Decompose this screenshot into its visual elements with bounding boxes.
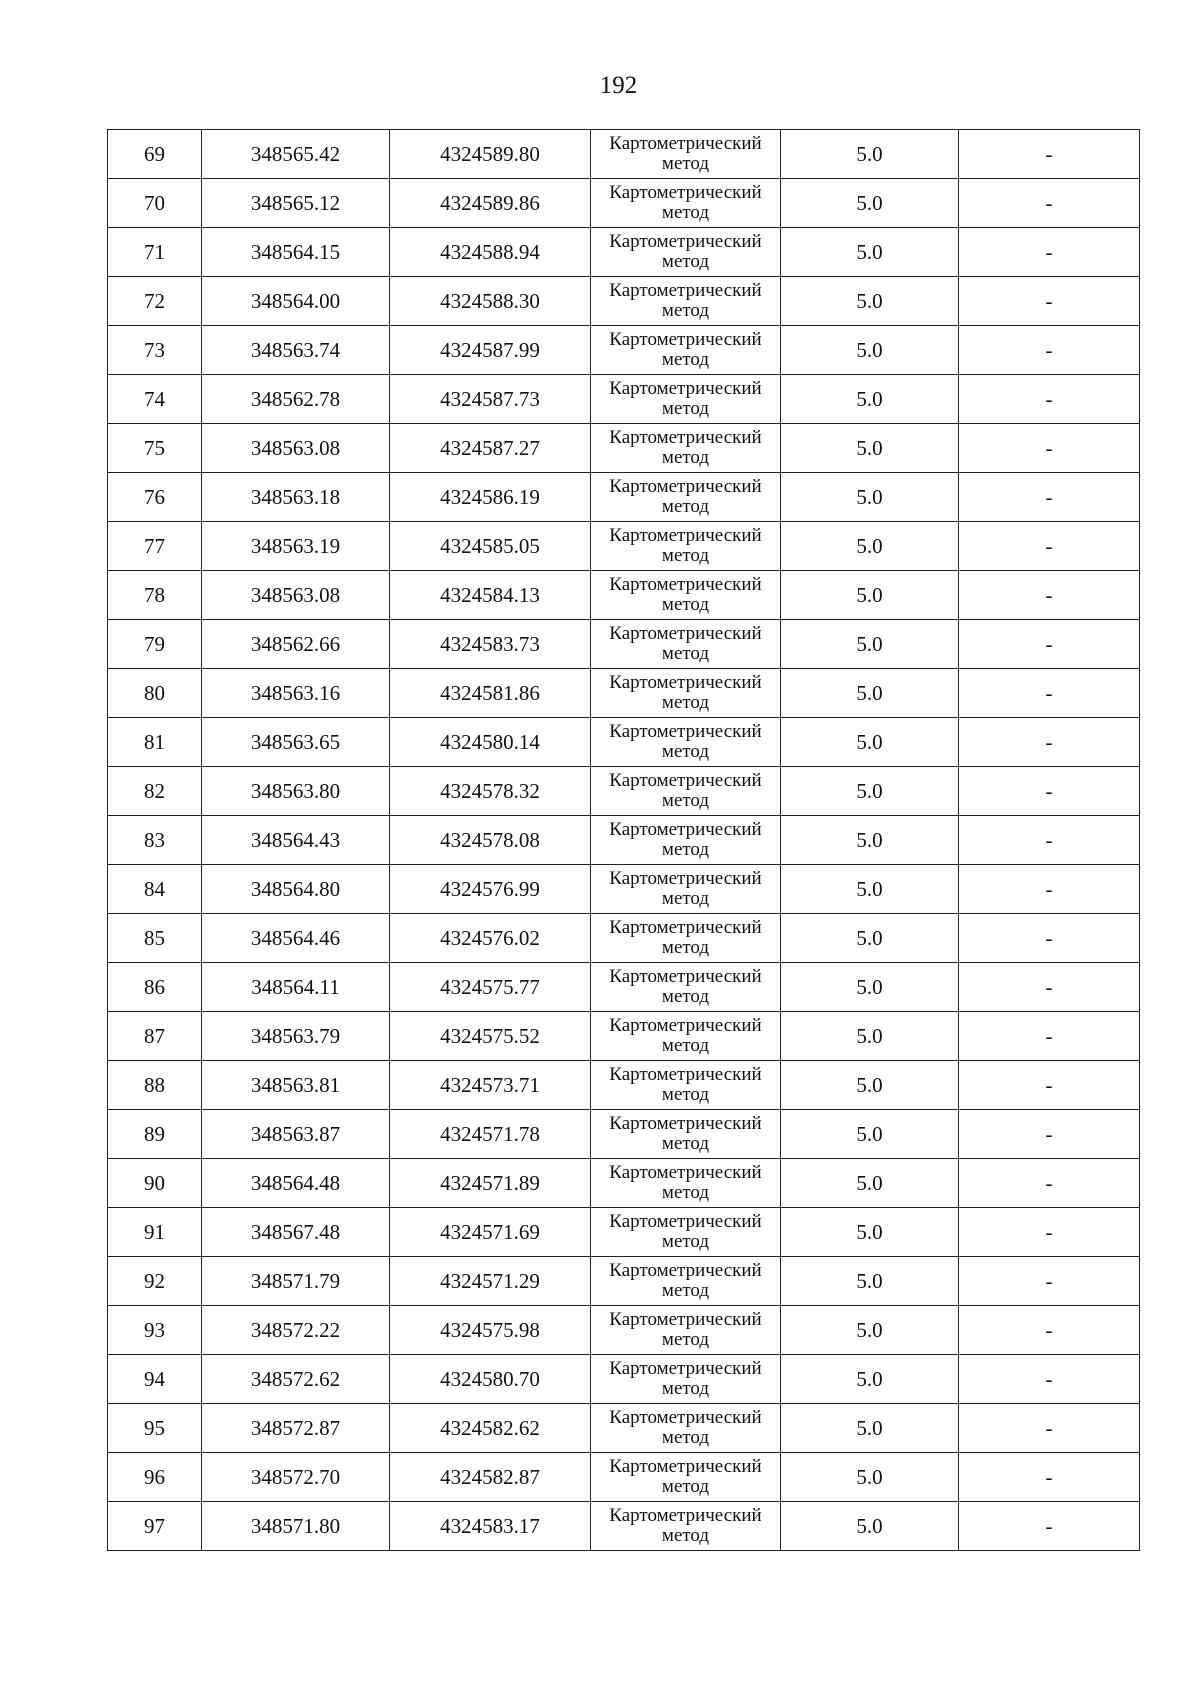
method-line-2: метод <box>661 349 710 370</box>
x-coordinate-cell: 348563.19 <box>202 522 390 571</box>
method-line-1: Картометрический <box>609 672 762 693</box>
method-line-2: метод <box>661 741 710 762</box>
table-row <box>108 375 1140 424</box>
x-coordinate-cell: 348563.81 <box>202 1061 390 1110</box>
x-coordinate-cell: 348563.08 <box>202 571 390 620</box>
method-cell <box>591 1404 781 1453</box>
y-coordinate-cell: 4324571.78 <box>390 1110 591 1159</box>
table-row <box>108 718 1140 767</box>
method-cell <box>591 1208 781 1257</box>
table-row <box>108 669 1140 718</box>
accuracy-cell: 5.0 <box>781 1453 959 1502</box>
table-row <box>108 767 1140 816</box>
note-cell: - <box>959 424 1140 473</box>
point-number-cell: 71 <box>108 228 202 277</box>
method-line-1: Картометрический <box>609 1064 762 1085</box>
table-row <box>108 1208 1140 1257</box>
y-coordinate-cell: 4324576.02 <box>390 914 591 963</box>
point-number-cell: 77 <box>108 522 202 571</box>
method-cell <box>591 1257 781 1306</box>
method-line-2: метод <box>661 1182 710 1203</box>
accuracy-cell: 5.0 <box>781 179 959 228</box>
x-coordinate-cell: 348563.65 <box>202 718 390 767</box>
y-coordinate-cell: 4324589.86 <box>390 179 591 228</box>
note-cell: - <box>959 473 1140 522</box>
method-line-1: Картометрический <box>609 182 762 203</box>
method-line-2: метод <box>661 643 710 664</box>
point-number-cell: 79 <box>108 620 202 669</box>
note-cell: - <box>959 620 1140 669</box>
point-number-cell: 97 <box>108 1502 202 1551</box>
accuracy-cell: 5.0 <box>781 767 959 816</box>
note-cell: - <box>959 326 1140 375</box>
note-cell: - <box>959 1208 1140 1257</box>
point-number-cell: 70 <box>108 179 202 228</box>
method-cell <box>591 1502 781 1551</box>
accuracy-cell: 5.0 <box>781 1012 959 1061</box>
method-line-2: метод <box>661 545 710 566</box>
x-coordinate-cell: 348563.18 <box>202 473 390 522</box>
y-coordinate-cell: 4324584.13 <box>390 571 591 620</box>
accuracy-cell: 5.0 <box>781 1110 959 1159</box>
method-cell <box>591 1061 781 1110</box>
note-cell: - <box>959 1404 1140 1453</box>
accuracy-cell: 5.0 <box>781 375 959 424</box>
accuracy-cell: 5.0 <box>781 963 959 1012</box>
point-number-cell: 84 <box>108 865 202 914</box>
method-line-2: метод <box>661 937 710 958</box>
note-cell: - <box>959 1453 1140 1502</box>
method-line-2: метод <box>661 1378 710 1399</box>
method-cell <box>591 718 781 767</box>
y-coordinate-cell: 4324571.29 <box>390 1257 591 1306</box>
accuracy-cell: 5.0 <box>781 816 959 865</box>
method-line-1: Картометрический <box>609 427 762 448</box>
accuracy-cell: 5.0 <box>781 326 959 375</box>
x-coordinate-cell: 348572.22 <box>202 1306 390 1355</box>
accuracy-cell: 5.0 <box>781 522 959 571</box>
method-line-1: Картометрический <box>609 1407 762 1428</box>
method-line-2: метод <box>661 1427 710 1448</box>
note-cell: - <box>959 914 1140 963</box>
point-number-cell: 91 <box>108 1208 202 1257</box>
table-row <box>108 1306 1140 1355</box>
y-coordinate-cell: 4324583.17 <box>390 1502 591 1551</box>
accuracy-cell: 5.0 <box>781 1502 959 1551</box>
method-cell <box>591 1159 781 1208</box>
x-coordinate-cell: 348572.62 <box>202 1355 390 1404</box>
x-coordinate-cell: 348563.16 <box>202 669 390 718</box>
note-cell: - <box>959 130 1140 179</box>
method-cell <box>591 669 781 718</box>
table-row <box>108 473 1140 522</box>
table-row <box>108 228 1140 277</box>
method-line-1: Картометрический <box>609 1162 762 1183</box>
method-line-1: Картометрический <box>609 1456 762 1477</box>
point-number-cell: 76 <box>108 473 202 522</box>
table-row <box>108 865 1140 914</box>
accuracy-cell: 5.0 <box>781 669 959 718</box>
method-line-1: Картометрический <box>609 476 762 497</box>
table-row <box>108 277 1140 326</box>
accuracy-cell: 5.0 <box>781 718 959 767</box>
point-number-cell: 72 <box>108 277 202 326</box>
note-cell: - <box>959 816 1140 865</box>
accuracy-cell: 5.0 <box>781 865 959 914</box>
x-coordinate-cell: 348564.46 <box>202 914 390 963</box>
method-cell <box>591 228 781 277</box>
point-number-cell: 81 <box>108 718 202 767</box>
note-cell: - <box>959 1012 1140 1061</box>
method-cell <box>591 522 781 571</box>
method-line-2: метод <box>661 839 710 860</box>
method-line-2: метод <box>661 153 710 174</box>
table-row <box>108 816 1140 865</box>
y-coordinate-cell: 4324571.89 <box>390 1159 591 1208</box>
page-number: 192 <box>599 72 638 99</box>
y-coordinate-cell: 4324587.73 <box>390 375 591 424</box>
x-coordinate-cell: 348567.48 <box>202 1208 390 1257</box>
note-cell: - <box>959 1110 1140 1159</box>
method-line-1: Картометрический <box>609 133 762 154</box>
method-line-1: Картометрический <box>609 1015 762 1036</box>
note-cell: - <box>959 669 1140 718</box>
point-number-cell: 82 <box>108 767 202 816</box>
accuracy-cell: 5.0 <box>781 130 959 179</box>
x-coordinate-cell: 348564.48 <box>202 1159 390 1208</box>
note-cell: - <box>959 277 1140 326</box>
method-line-2: метод <box>661 1035 710 1056</box>
coordinates-table <box>107 129 1140 1551</box>
x-coordinate-cell: 348571.80 <box>202 1502 390 1551</box>
note-cell: - <box>959 522 1140 571</box>
accuracy-cell: 5.0 <box>781 620 959 669</box>
note-cell: - <box>959 179 1140 228</box>
method-line-2: метод <box>661 251 710 272</box>
y-coordinate-cell: 4324578.08 <box>390 816 591 865</box>
point-number-cell: 75 <box>108 424 202 473</box>
point-number-cell: 78 <box>108 571 202 620</box>
point-number-cell: 96 <box>108 1453 202 1502</box>
accuracy-cell: 5.0 <box>781 1208 959 1257</box>
x-coordinate-cell: 348562.66 <box>202 620 390 669</box>
method-line-1: Картометрический <box>609 917 762 938</box>
method-line-1: Картометрический <box>609 966 762 987</box>
note-cell: - <box>959 1355 1140 1404</box>
method-line-1: Картометрический <box>609 231 762 252</box>
note-cell: - <box>959 571 1140 620</box>
y-coordinate-cell: 4324586.19 <box>390 473 591 522</box>
table-row <box>108 179 1140 228</box>
table-row <box>108 1502 1140 1551</box>
method-line-2: метод <box>661 888 710 909</box>
table-row <box>108 1257 1140 1306</box>
x-coordinate-cell: 348564.80 <box>202 865 390 914</box>
y-coordinate-cell: 4324575.77 <box>390 963 591 1012</box>
accuracy-cell: 5.0 <box>781 424 959 473</box>
point-number-cell: 88 <box>108 1061 202 1110</box>
note-cell: - <box>959 718 1140 767</box>
x-coordinate-cell: 348564.43 <box>202 816 390 865</box>
method-cell <box>591 767 781 816</box>
accuracy-cell: 5.0 <box>781 277 959 326</box>
method-cell <box>591 620 781 669</box>
note-cell: - <box>959 228 1140 277</box>
accuracy-cell: 5.0 <box>781 473 959 522</box>
method-cell <box>591 1306 781 1355</box>
method-line-2: метод <box>661 447 710 468</box>
method-line-1: Картометрический <box>609 1260 762 1281</box>
point-number-cell: 90 <box>108 1159 202 1208</box>
y-coordinate-cell: 4324583.73 <box>390 620 591 669</box>
y-coordinate-cell: 4324582.62 <box>390 1404 591 1453</box>
point-number-cell: 83 <box>108 816 202 865</box>
method-line-1: Картометрический <box>609 623 762 644</box>
table-row <box>108 1061 1140 1110</box>
accuracy-cell: 5.0 <box>781 914 959 963</box>
note-cell: - <box>959 767 1140 816</box>
note-cell: - <box>959 963 1140 1012</box>
x-coordinate-cell: 348562.78 <box>202 375 390 424</box>
note-cell: - <box>959 865 1140 914</box>
x-coordinate-cell: 348565.12 <box>202 179 390 228</box>
method-line-2: метод <box>661 300 710 321</box>
table-row <box>108 1159 1140 1208</box>
y-coordinate-cell: 4324580.14 <box>390 718 591 767</box>
y-coordinate-cell: 4324582.87 <box>390 1453 591 1502</box>
method-line-1: Картометрический <box>609 280 762 301</box>
point-number-cell: 86 <box>108 963 202 1012</box>
method-line-1: Картометрический <box>609 1309 762 1330</box>
method-line-1: Картометрический <box>609 1113 762 1134</box>
accuracy-cell: 5.0 <box>781 571 959 620</box>
method-cell <box>591 375 781 424</box>
method-cell <box>591 277 781 326</box>
method-cell <box>591 1453 781 1502</box>
method-line-2: метод <box>661 986 710 1007</box>
method-line-2: метод <box>661 1231 710 1252</box>
method-line-1: Картометрический <box>609 1358 762 1379</box>
note-cell: - <box>959 1502 1140 1551</box>
accuracy-cell: 5.0 <box>781 1257 959 1306</box>
coordinates-table-body <box>108 130 1140 1551</box>
method-line-2: метод <box>661 594 710 615</box>
table-row <box>108 571 1140 620</box>
x-coordinate-cell: 348571.79 <box>202 1257 390 1306</box>
method-line-1: Картометрический <box>609 525 762 546</box>
point-number-cell: 87 <box>108 1012 202 1061</box>
table-row <box>108 130 1140 179</box>
method-cell <box>591 179 781 228</box>
method-line-1: Картометрический <box>609 574 762 595</box>
x-coordinate-cell: 348563.08 <box>202 424 390 473</box>
method-line-2: метод <box>661 496 710 517</box>
table-row <box>108 424 1140 473</box>
point-number-cell: 89 <box>108 1110 202 1159</box>
method-cell <box>591 1012 781 1061</box>
method-line-1: Картометрический <box>609 378 762 399</box>
table-row <box>108 1355 1140 1404</box>
method-cell <box>591 326 781 375</box>
table-row <box>108 620 1140 669</box>
method-cell <box>591 571 781 620</box>
y-coordinate-cell: 4324580.70 <box>390 1355 591 1404</box>
method-line-2: метод <box>661 692 710 713</box>
method-line-1: Картометрический <box>609 329 762 350</box>
point-number-cell: 85 <box>108 914 202 963</box>
accuracy-cell: 5.0 <box>781 228 959 277</box>
method-line-2: метод <box>661 398 710 419</box>
table-row <box>108 1110 1140 1159</box>
method-line-2: метод <box>661 1280 710 1301</box>
note-cell: - <box>959 1257 1140 1306</box>
method-cell <box>591 1110 781 1159</box>
method-line-1: Картометрический <box>609 819 762 840</box>
y-coordinate-cell: 4324576.99 <box>390 865 591 914</box>
method-cell <box>591 473 781 522</box>
x-coordinate-cell: 348564.11 <box>202 963 390 1012</box>
accuracy-cell: 5.0 <box>781 1355 959 1404</box>
method-line-1: Картометрический <box>609 721 762 742</box>
y-coordinate-cell: 4324575.98 <box>390 1306 591 1355</box>
y-coordinate-cell: 4324589.80 <box>390 130 591 179</box>
note-cell: - <box>959 1061 1140 1110</box>
accuracy-cell: 5.0 <box>781 1061 959 1110</box>
method-line-2: метод <box>661 1084 710 1105</box>
method-cell <box>591 914 781 963</box>
y-coordinate-cell: 4324575.52 <box>390 1012 591 1061</box>
table-row <box>108 522 1140 571</box>
method-line-2: метод <box>661 1133 710 1154</box>
method-cell <box>591 865 781 914</box>
table-row <box>108 326 1140 375</box>
x-coordinate-cell: 348563.80 <box>202 767 390 816</box>
method-line-2: метод <box>661 1525 710 1546</box>
x-coordinate-cell: 348572.70 <box>202 1453 390 1502</box>
y-coordinate-cell: 4324578.32 <box>390 767 591 816</box>
method-line-2: метод <box>661 1476 710 1497</box>
x-coordinate-cell: 348564.15 <box>202 228 390 277</box>
point-number-cell: 93 <box>108 1306 202 1355</box>
table-row <box>108 1453 1140 1502</box>
point-number-cell: 69 <box>108 130 202 179</box>
method-line-1: Картометрический <box>609 1211 762 1232</box>
point-number-cell: 80 <box>108 669 202 718</box>
note-cell: - <box>959 1159 1140 1208</box>
y-coordinate-cell: 4324571.69 <box>390 1208 591 1257</box>
y-coordinate-cell: 4324587.99 <box>390 326 591 375</box>
method-line-1: Картометрический <box>609 1505 762 1526</box>
y-coordinate-cell: 4324588.30 <box>390 277 591 326</box>
method-line-2: метод <box>661 1329 710 1350</box>
table-row <box>108 914 1140 963</box>
note-cell: - <box>959 375 1140 424</box>
point-number-cell: 74 <box>108 375 202 424</box>
method-cell <box>591 1355 781 1404</box>
x-coordinate-cell: 348563.74 <box>202 326 390 375</box>
y-coordinate-cell: 4324573.71 <box>390 1061 591 1110</box>
method-cell <box>591 816 781 865</box>
accuracy-cell: 5.0 <box>781 1306 959 1355</box>
x-coordinate-cell: 348563.87 <box>202 1110 390 1159</box>
method-cell <box>591 424 781 473</box>
accuracy-cell: 5.0 <box>781 1404 959 1453</box>
method-line-1: Картометрический <box>609 770 762 791</box>
method-cell <box>591 963 781 1012</box>
x-coordinate-cell: 348564.00 <box>202 277 390 326</box>
note-cell: - <box>959 1306 1140 1355</box>
accuracy-cell: 5.0 <box>781 1159 959 1208</box>
y-coordinate-cell: 4324588.94 <box>390 228 591 277</box>
method-line-2: метод <box>661 202 710 223</box>
point-number-cell: 92 <box>108 1257 202 1306</box>
point-number-cell: 94 <box>108 1355 202 1404</box>
point-number-cell: 95 <box>108 1404 202 1453</box>
x-coordinate-cell: 348572.87 <box>202 1404 390 1453</box>
y-coordinate-cell: 4324587.27 <box>390 424 591 473</box>
x-coordinate-cell: 348565.42 <box>202 130 390 179</box>
method-line-1: Картометрический <box>609 868 762 889</box>
x-coordinate-cell: 348563.79 <box>202 1012 390 1061</box>
point-number-cell: 73 <box>108 326 202 375</box>
y-coordinate-cell: 4324581.86 <box>390 669 591 718</box>
table-row <box>108 963 1140 1012</box>
table-row <box>108 1404 1140 1453</box>
y-coordinate-cell: 4324585.05 <box>390 522 591 571</box>
table-row <box>108 1012 1140 1061</box>
method-line-2: метод <box>661 790 710 811</box>
method-cell <box>591 130 781 179</box>
